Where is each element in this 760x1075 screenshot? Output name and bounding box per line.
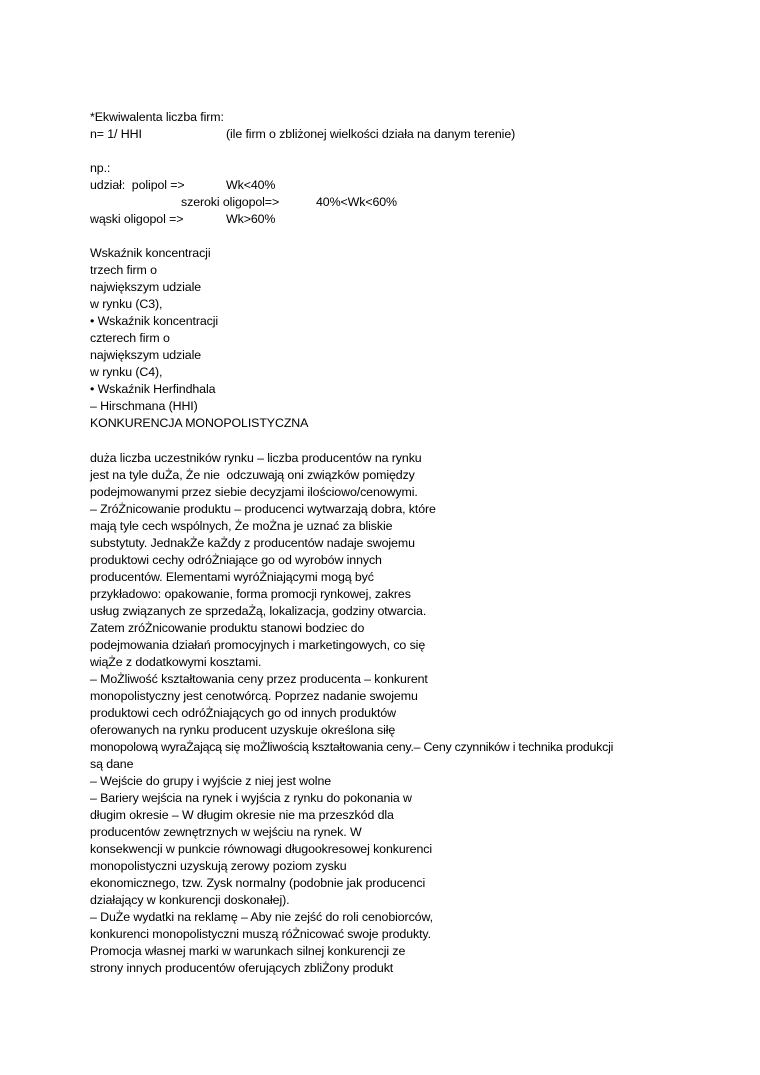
body-line: – Bariery wejścia na rynek i wyjścia z rynku do pokonania w <box>90 791 412 805</box>
body-line: producentów. Elementami wyróŻniającymi mogą być <box>90 570 374 584</box>
section-title: *Ekwiwalenta liczba firm: <box>90 110 224 124</box>
example-row3-label: wąski oligopol => <box>90 212 184 226</box>
body-line: konsekwencji w punkcie równowagi długookresowej konkurenci <box>90 842 433 856</box>
example-row2-label: szeroki oligopol=> <box>181 195 280 209</box>
indicator-line: największym udziale <box>90 348 202 362</box>
body-line: ekonomicznego, tzw. Zysk normalny (podobnie jak producenci <box>90 876 426 890</box>
example-label: np.: <box>90 161 111 175</box>
body-line: monopolistyczni uzyskują zerowy poziom zysku <box>90 859 347 873</box>
indicator-line: • Wskaźnik koncentracji <box>90 314 219 328</box>
indicator-line: największym udziale <box>90 280 202 294</box>
body-line: produktowi cechy odróŻniające go od wyrobów innych <box>90 553 382 567</box>
example-row1-label: udział: polipol => <box>90 178 185 192</box>
body-line: konkurenci monopolistyczni muszą róŻnicować swoje produkty. <box>90 927 431 941</box>
body-line: długim okresie – W długim okresie nie ma przeszkód dla <box>90 808 394 822</box>
body-line: substytuty. JednakŻe kaŻdy z producentów nadaje swojemu <box>90 536 415 550</box>
formula: n= 1/ HHI <box>90 127 142 141</box>
body-line: Zatem zróŻnicowanie produktu stanowi bodziec do <box>90 621 365 635</box>
formula-note: (ile firm o zbliżonej wielkości działa na danym terenie) <box>226 127 516 141</box>
indicator-line: – Hirschmana (HHI) <box>90 399 198 413</box>
body-line: – ZróŻnicowanie produktu – producenci wytwarzają dobra, które <box>90 502 436 516</box>
indicator-line: czterech firm o <box>90 331 170 345</box>
body-line: – Wejście do grupy i wyjście z niej jest wolne <box>90 774 332 788</box>
body-line: monopolistyczny jest cenotwórcą. Poprzez nadanie swojemu <box>90 689 418 703</box>
body-line: – MoŻliwość kształtowania ceny przez producenta – konkurent <box>90 672 428 686</box>
indicator-line: w rynku (C3), <box>90 297 163 311</box>
body-line: podejmowania działań promocyjnych i marketingowych, co się <box>90 638 426 652</box>
body-line: usług związanych ze sprzedaŻą, lokalizacja, godziny otwarcia. <box>90 604 427 618</box>
indicator-line: w rynku (C4), <box>90 365 163 379</box>
body-line: produktowi cech odróŻniających go od innych produktów <box>90 706 397 720</box>
body-line: oferowanych na rynku producent uzyskuje określona siłę <box>90 723 396 737</box>
indicator-line: • Wskaźnik Herfindhala <box>90 382 216 396</box>
body-line: są dane <box>90 757 134 771</box>
example-row3-value: Wk>60% <box>226 212 276 226</box>
body-line: – DuŻe wydatki na reklamę – Aby nie zejść do roli cenobiorców, <box>90 910 433 924</box>
body-line: producentów zewnętrznych w wejściu na rynek. W <box>90 825 362 839</box>
section-heading: KONKURENCJA MONOPOLISTYCZNA <box>90 416 309 430</box>
indicator-line: trzech firm o <box>90 263 157 277</box>
body-line: Promocja własnej marki w warunkach silnej konkurencji ze <box>90 944 406 958</box>
body-line: działający w konkurencji doskonałej). <box>90 893 290 907</box>
indicator-line: Wskaźnik koncentracji <box>90 246 211 260</box>
example-row1-value: Wk<40% <box>226 178 276 192</box>
body-line: duża liczba uczestników rynku – liczba producentów na rynku <box>90 451 422 465</box>
body-line: strony innych producentów oferujących zbliŻony produkt <box>90 961 394 975</box>
example-row2-value: 40%<Wk<60% <box>316 195 397 209</box>
body-line: monopolową wyraŻającą się moŻliwością kształtowania ceny.– Ceny czynników i technika produkcji <box>90 740 614 754</box>
body-line: jest na tyle duŻa, Że nie odczuwają oni związków pomiędzy <box>90 468 415 482</box>
body-line: mają tyle cech wspólnych, Że moŻna je uznać za bliskie <box>90 519 393 533</box>
body-line: przykładowo: opakowanie, forma promocji rynkowej, zakres <box>90 587 411 601</box>
body-line: podejmowanymi przez siebie decyzjami ilościowo/cenowymi. <box>90 485 418 499</box>
body-line: wiąŻe z dodatkowymi kosztami. <box>90 655 262 669</box>
